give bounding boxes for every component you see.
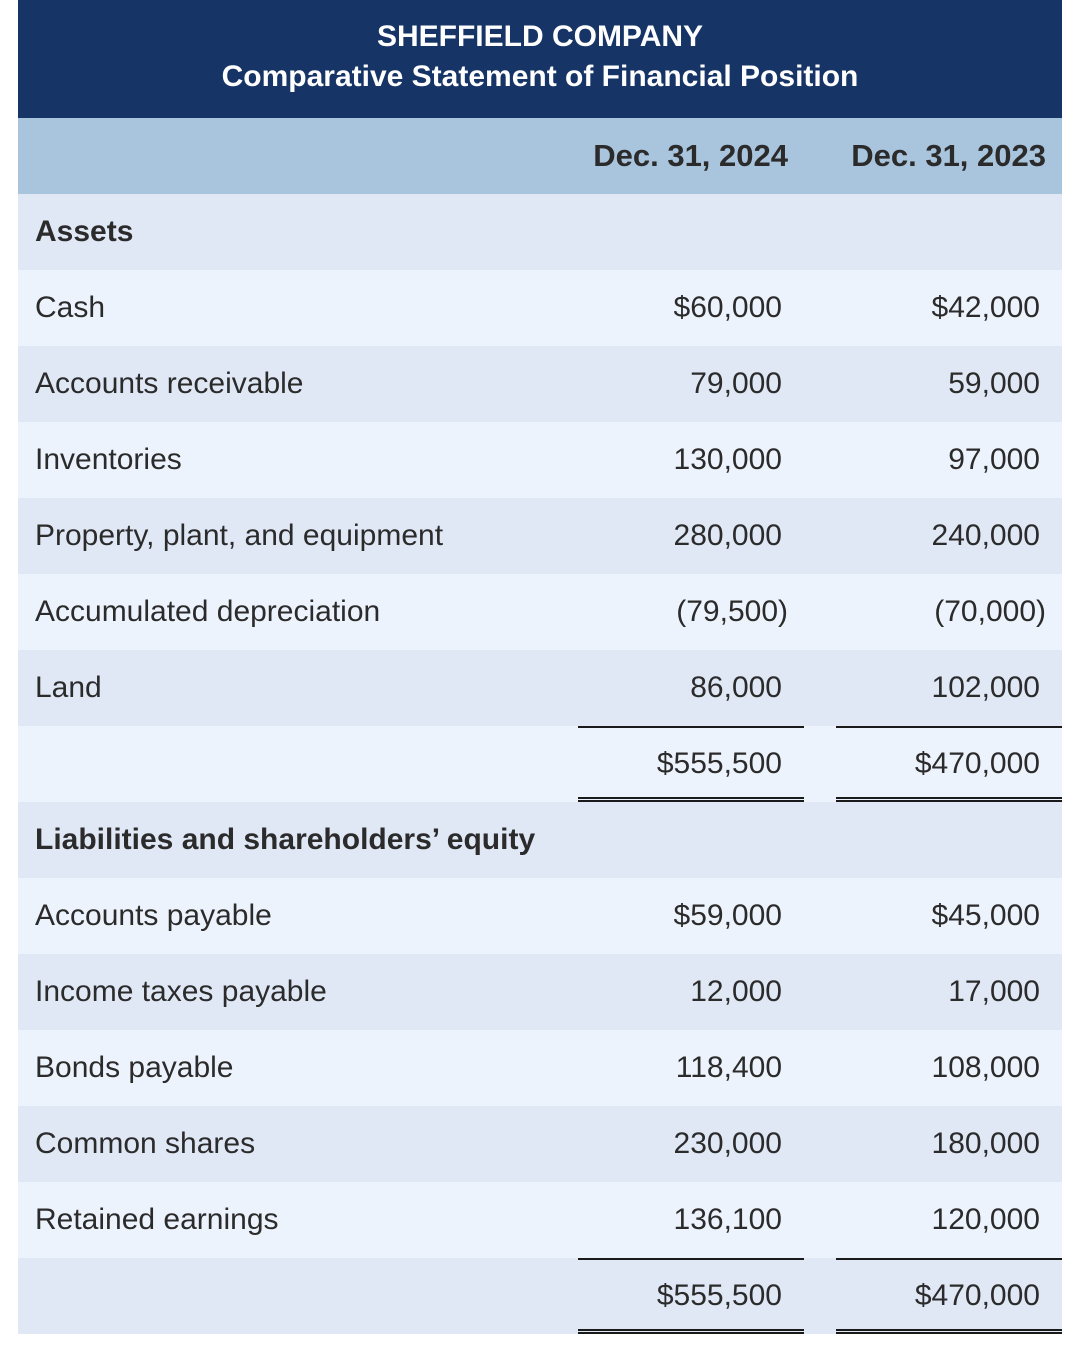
subtotal-rule: [578, 726, 804, 728]
financial-statement-table: [18, 0, 1062, 1334]
double-underline: [578, 1329, 804, 1334]
column-header-2023: Dec. 31, 2023: [851, 138, 1046, 173]
row-label: Common shares: [35, 1127, 256, 1160]
value-2024: 118,400: [675, 1051, 782, 1084]
column-header-row: [18, 118, 1062, 194]
table-row: [18, 1030, 1062, 1106]
table-row: [18, 574, 1062, 650]
table-row: [18, 878, 1062, 954]
value-2023: 17,000: [948, 975, 1040, 1008]
row-label: Accounts payable: [35, 899, 272, 932]
value-2024: 79,000: [690, 367, 782, 400]
value-2024: 12,000: [690, 975, 782, 1008]
value-2023: 240,000: [931, 519, 1040, 552]
statement-title: Comparative Statement of Financial Position: [221, 60, 859, 93]
total-liabilities-2023: $470,000: [914, 1279, 1040, 1312]
value-2023: 120,000: [931, 1203, 1040, 1236]
value-2024: 86,000: [690, 671, 782, 704]
value-2023: $42,000: [931, 291, 1040, 324]
row-label: Cash: [35, 291, 106, 324]
row-label: Land: [35, 671, 102, 704]
value-2023: 108,000: [931, 1051, 1040, 1084]
section-heading-row: [18, 802, 1062, 878]
column-header-2024: Dec. 31, 2024: [593, 138, 788, 173]
liabilities-heading: Liabilities and shareholders’ equity: [35, 823, 536, 856]
subtotal-rule: [836, 1258, 1062, 1260]
value-2024: $60,000: [673, 291, 782, 324]
value-2023: $45,000: [931, 899, 1040, 932]
subtotal-rule: [836, 726, 1062, 728]
value-2024: 280,000: [673, 519, 782, 552]
assets-heading: Assets: [35, 215, 134, 248]
table-row: [18, 498, 1062, 574]
row-label: Inventories: [35, 443, 182, 476]
value-2024: 130,000: [673, 443, 782, 476]
value-2023: 97,000: [948, 443, 1040, 476]
double-underline: [836, 1329, 1062, 1334]
table-row: [18, 422, 1062, 498]
value-2023: 59,000: [948, 367, 1040, 400]
row-label: Property, plant, and equipment: [35, 519, 444, 552]
total-assets-2024: $555,500: [656, 747, 782, 780]
liabilities-total-row: [18, 1258, 1062, 1334]
value-2023: 102,000: [931, 671, 1040, 704]
section-heading-row: [18, 194, 1062, 270]
value-2024: 230,000: [673, 1127, 782, 1160]
value-2024: $59,000: [673, 899, 782, 932]
value-2024: (79,500): [676, 595, 788, 628]
table-row: [18, 650, 1062, 726]
subtotal-rule: [578, 1258, 804, 1260]
table-row: [18, 1182, 1062, 1258]
total-assets-2023: $470,000: [914, 747, 1040, 780]
value-2023: 180,000: [931, 1127, 1040, 1160]
row-label: Income taxes payable: [35, 975, 327, 1008]
table-row: [18, 270, 1062, 346]
table-row: [18, 1106, 1062, 1182]
row-label: Accounts receivable: [35, 367, 304, 400]
company-name: SHEFFIELD COMPANY: [376, 20, 704, 53]
row-label: Bonds payable: [35, 1051, 234, 1084]
table-row: [18, 346, 1062, 422]
value-2024: 136,100: [673, 1203, 782, 1236]
assets-total-row: [18, 726, 1062, 802]
row-label: Accumulated depreciation: [35, 595, 381, 628]
value-2023: (70,000): [934, 595, 1046, 628]
row-label: Retained earnings: [35, 1203, 279, 1236]
total-liabilities-2024: $555,500: [656, 1279, 782, 1312]
statement-header: [18, 0, 1062, 118]
table-row: [18, 954, 1062, 1030]
